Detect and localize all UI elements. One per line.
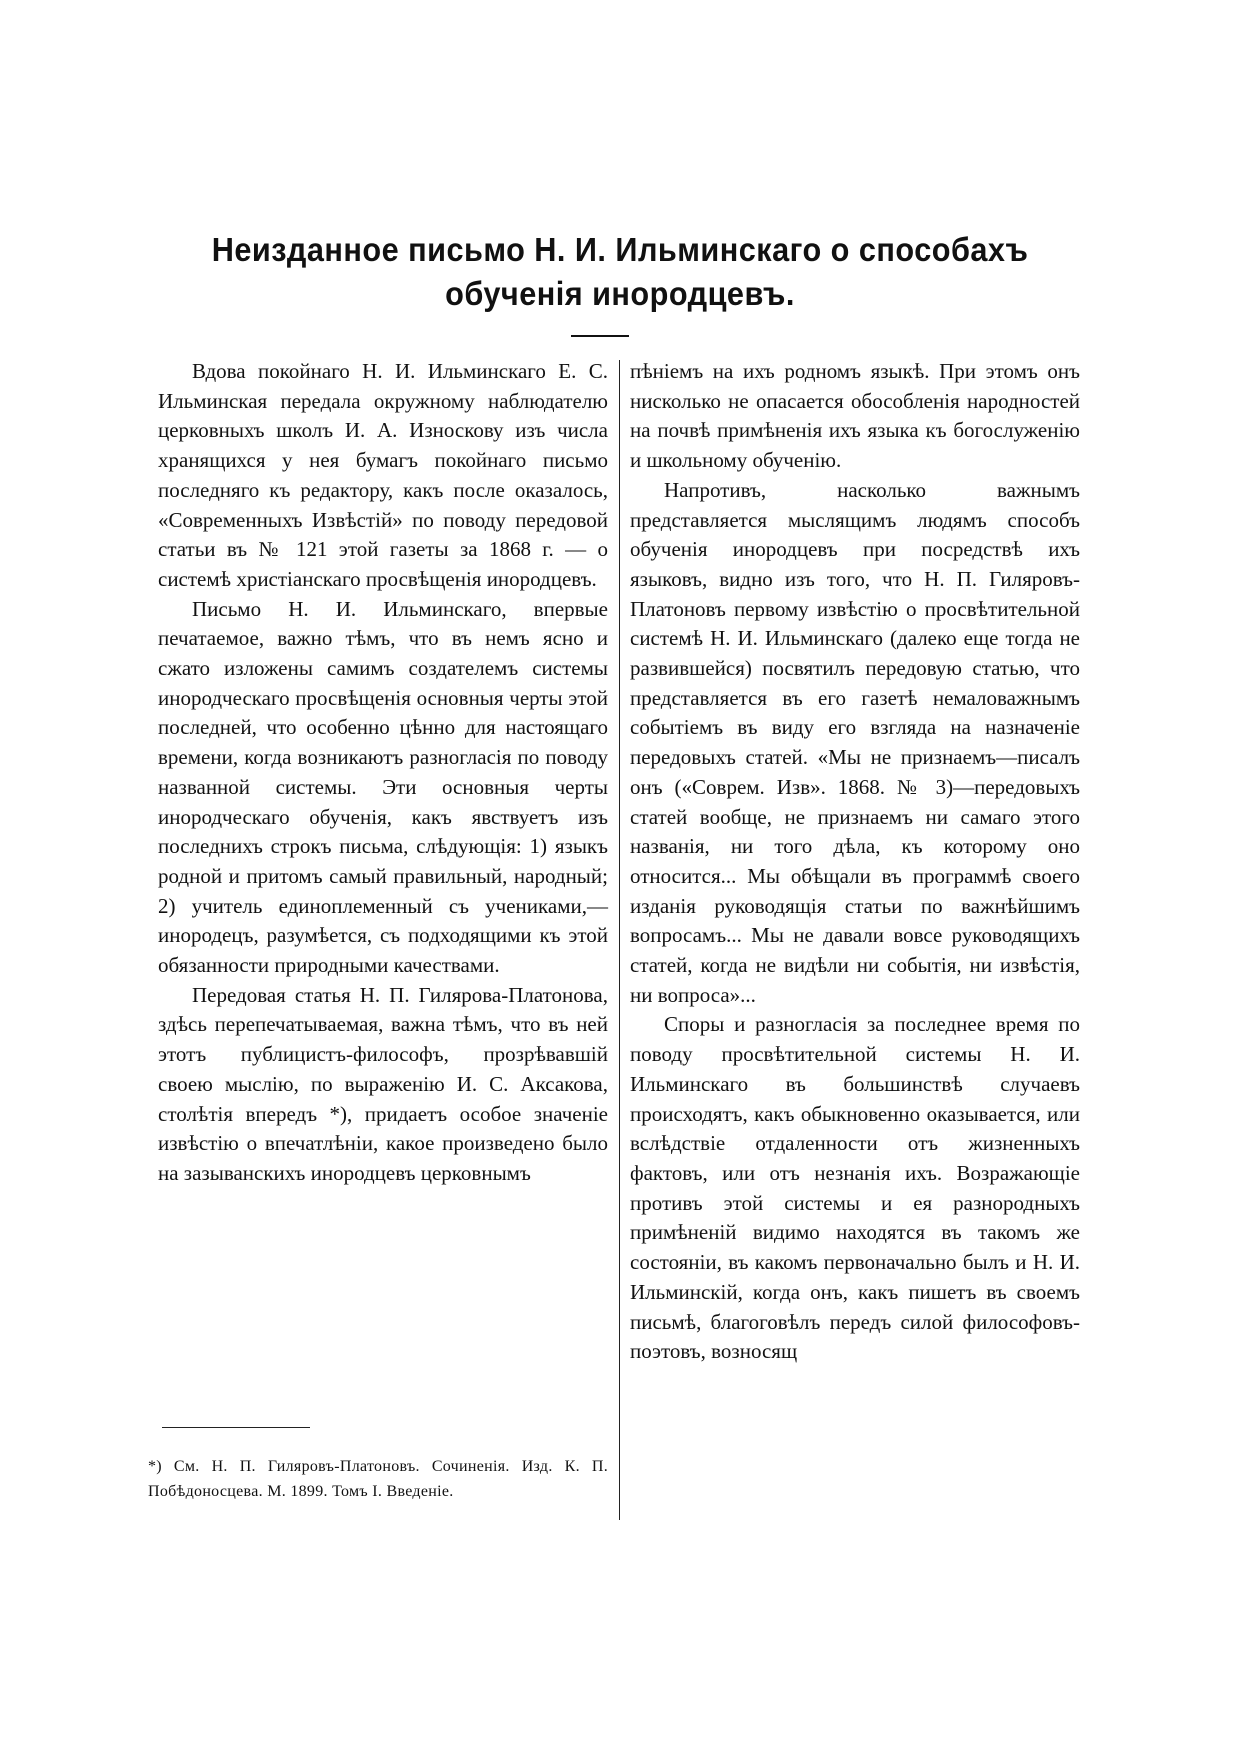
title-divider <box>571 335 629 337</box>
article-title-line-1: Неизданное письмо Н. И. Ильминскаго о способахъ <box>211 231 1029 268</box>
right-paragraph-1: пѣніемъ на ихъ родномъ языкѣ. При этомъ онъ нисколько не опасается обособленія народностей на почвѣ примѣненія ихъ языка къ богослуженію и школьному обученію. <box>630 359 1080 473</box>
footnote: *) См. Н. П. Гиляровъ-Платоновъ. Сочиненія. Изд. К. П. Побѣдоносцева. М. 1899. Томъ I. Введеніе. <box>148 1458 608 1500</box>
left-paragraph-1: Вдова покойнаго Н. И. Ильминскаго Е. С. Ильминская передала окружному наблюдателю церковныхъ школъ И. А. Износкову изъ числа хранящихся у нея бумагъ покойнаго письмо последняго къ редактору, какъ после оказалось, «Современныхъ Извѣстій» по поводу передовой статьи въ № 121 этой газеты за 1868 г. — о системѣ христіанскаго просвѣщенія инородцевъ. <box>158 359 608 591</box>
article-title-line-2: обученія инородцевъ. <box>445 275 795 312</box>
left-paragraph-2: Письмо Н. И. Ильминскаго, впервые печатаемое, важно тѣмъ, что въ немъ ясно и сжато изложены самимъ создателемъ системы инородческаго просвѣщенія основныя черты этой последней, что особенно цѣнно для настоящаго времени, когда возникаютъ разногласія по поводу названной системы. Эти основныя черты инородческаго обученія, какъ явствуетъ изъ последнихъ строкъ письма, слѣдующія: 1) языкъ родной и притомъ самый правильный, народный; 2) учитель единоплеменный съ учениками,—инородецъ, разумѣется, съ подходящими къ этой обязанности природными качествами. <box>158 596 608 978</box>
left-column <box>158 357 608 1189</box>
footnote-rule <box>162 1427 310 1428</box>
article-title <box>155 228 1085 316</box>
right-paragraph-3: Споры и разногласія за последнее время по поводу просвѣтительной системы Н. И. Ильминскаго въ большинствѣ случаевъ происходятъ, какъ обыкновенно оказывается, или вслѣдствіе отдаленности отъ жизненныхъ фактовъ, или отъ незнанія ихъ. Возражающіе противъ этой системы и ея разнородныхъ примѣненій видимо находятся въ такомъ же состояніи, въ какомъ первоначально былъ и Н. И. Ильминскій, когда онъ, какъ пишетъ въ своемъ письмѣ, благоговѣлъ передъ силой философовъ-поэтовъ, возносящ <box>630 1012 1080 1364</box>
left-paragraph-3: Передовая статья Н. П. Гилярова-Платонова, здѣсь перепечатываемая, важна тѣмъ, что въ ней этотъ публицистъ-философъ, прозрѣвавшій своею мыслію, по выраженію И. С. Аксакова, столѣтія впередъ *), придаетъ особое значеніе извѣстію о впечатлѣніи, какое произведено было на зазыванскихъ инородцевъ церковнымъ <box>158 982 608 1185</box>
right-paragraph-2: Напротивъ, насколько важнымъ представляется мыслящимъ людямъ способъ обученія инородцевъ при посредствѣ ихъ языковъ, видно изъ того, что Н. П. Гиляровъ-Платоновъ первому извѣстію о просвѣтительной системѣ Н. И. Ильминскаго (далеко еще тогда не развившейся) посвятилъ передовую статью, что представляется въ его газетѣ немаловажнымъ событіемъ въ виду его взгляда на назначеніе передовыхъ статей. «Мы не признаемъ—писалъ онъ («Соврем. Изв». 1868. № 3)—передовыхъ статей вообще, не признаемъ ни самаго этого названія, ни того дѣла, къ которому оно относится... Мы обѣщали въ программѣ своего изданія руководящія статьи по важнѣйшимъ вопросамъ... Мы не давали вовсе руководящихъ статей, когда не видѣли ни событія, ни извѣстія, ни вопроса»... <box>630 477 1080 1007</box>
right-column <box>630 357 1080 1367</box>
column-divider <box>619 360 620 1520</box>
